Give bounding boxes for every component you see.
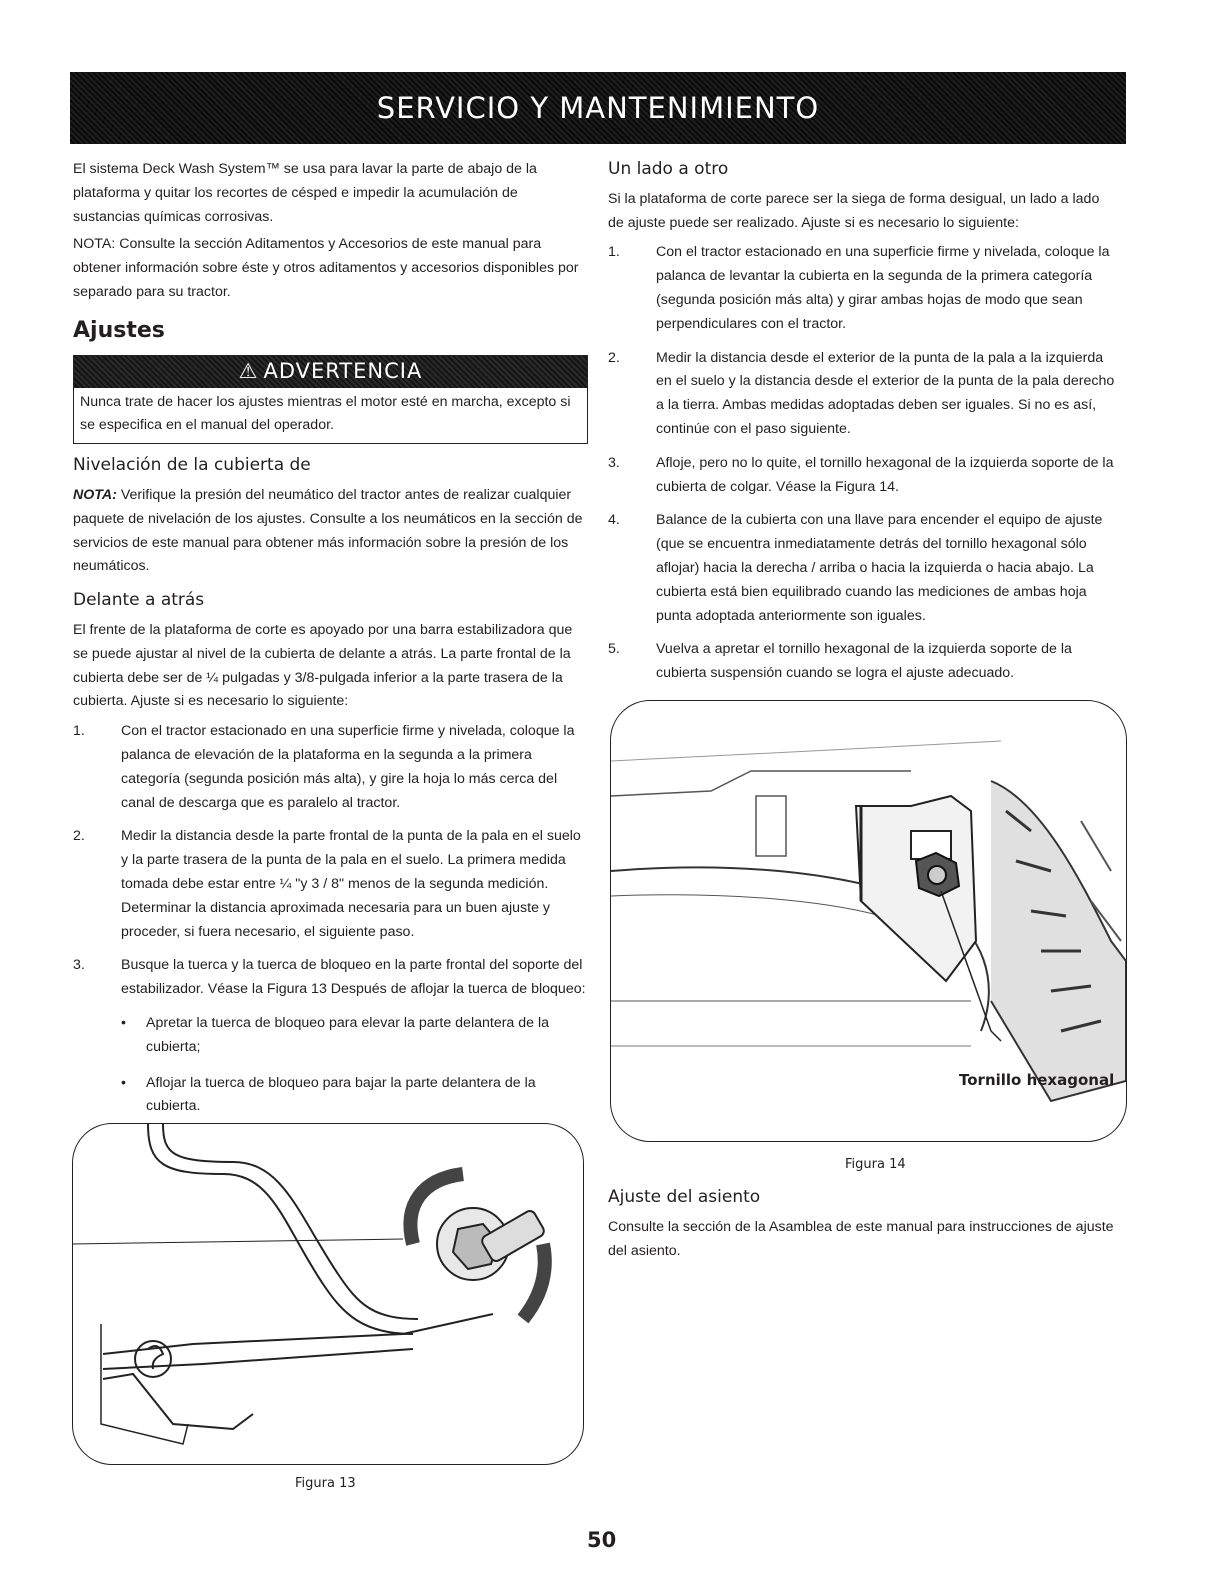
stabilizer-bar-drawing (73, 1124, 583, 1464)
step-text: Afloje, pero no lo quite, el tornillo hexagonal de la izquierda soporte de la cubierta de colgar. Véase la Figura 14. (656, 454, 1114, 495)
bullet-text: Apretar la tuerca de bloqueo para elevar la parte delantera de la cubierta; (146, 1014, 550, 1055)
list-item (73, 825, 588, 944)
list-item (608, 241, 1118, 336)
bullet-text: Aflojar la tuerca de bloqueo para bajar la parte delantera de la cubierta. (146, 1074, 536, 1115)
hex-bolt-label: Tornillo hexagonal (959, 1071, 1115, 1089)
step-number: 4. (608, 512, 620, 529)
bullet: • (121, 1014, 126, 1031)
list-item (608, 638, 1118, 686)
lado-paragraph: Si la plataforma de corte parece ser la siega de forma desigual, un lado a lado de ajuste puede ser realizado. Ajuste si es necesario lo siguiente: (608, 190, 1100, 231)
section-banner (70, 72, 1126, 144)
step-number: 2. (608, 349, 620, 366)
list-item (608, 452, 1118, 500)
step-text: Busque la tuerca y la tuerca de bloqueo en la parte frontal del soporte del estabilizador. Véase la Figura 13 Después de aflojar la tuerca de bloqueo: (121, 957, 586, 998)
lock-nut-bullets (121, 1012, 588, 1119)
right-column (608, 158, 1118, 696)
step-text: Medir la distancia desde el exterior de la punta de la pala a la izquierda en el suelo y la distancia desde el exterior de la punta de la pala derecho a la tierra. Ambas medidas adoptadas deben ser iguales. Si no es así, continúe con el paso siguiente. (656, 349, 1115, 437)
warning-title: ADVERTENCIA (263, 358, 423, 383)
step-number: 3. (608, 454, 620, 471)
step-text: Vuelva a apretar el tornillo hexagonal de la izquierda soporte de la cubierta suspensión cuando se logra el ajuste adecuado. (656, 641, 1072, 682)
side-to-side-steps (608, 241, 1118, 686)
intro-paragraph: El sistema Deck Wash System™ se usa para lavar la parte de abajo de la plataforma y quitar los recortes de césped e impedir la acumulación de sustancias químicas corrosivas. (73, 161, 537, 225)
step-text: Balance de la cubierta con una llave para encender el equipo de ajuste (que se encuentra inmediatamente detrás del tornillo hexagonal sólo aflojar) hacia la derecha / arriba o hacia la izquierda o hacia abajo. La cubierta está bien equilibrado cuando las mediciones de ambas hoja punta adoptada anteriormente son iguales. (656, 512, 1103, 624)
list-item (608, 347, 1118, 442)
step-number: 3. (73, 957, 85, 974)
warning-text: Nunca trate de hacer los ajustes mientras el motor esté en marcha, excepto si se especifica en el manual del operador. (80, 393, 571, 434)
page-title: SERVICIO Y MANTENIMIENTO (376, 91, 820, 125)
figure-13-caption: Figura 13 (295, 1476, 356, 1491)
step-number: 1. (608, 244, 620, 261)
step-text: Medir la distancia desde la parte frontal de la punta de la pala en el suelo y la parte trasera de la punta de la pala en el suelo. La primera medida tomada debe estar entre ¼ "y 3 / 8" menos de la segunda medición. Determinar la distancia aproximada necesaria para un buen ajuste y proceder, si fuera necesario, el siguiente paso. (121, 828, 581, 940)
list-item (73, 954, 588, 1002)
subheading-lado: Un lado a otro (608, 159, 729, 179)
nota-label: NOTA: (73, 486, 117, 503)
list-item (608, 509, 1118, 628)
note-paragraph: NOTA: Consulte la sección Aditamentos y Accesorios de este manual para obtener información sobre éste y otros aditamentos y accesorios disponibles por separado para su tractor. (73, 236, 579, 300)
figure-14-caption: Figura 14 (845, 1157, 906, 1172)
figure-14-hex-bolt-illustration (610, 700, 1127, 1142)
step-number: 1. (73, 723, 85, 740)
figure-13-stabilizer-illustration (72, 1123, 584, 1465)
nota-paragraph (73, 484, 588, 579)
list-item (121, 1012, 588, 1060)
section-heading-ajustes: Ajustes (73, 317, 165, 343)
bullet: • (121, 1074, 126, 1091)
left-column (73, 158, 588, 1131)
subheading-delante: Delante a atrás (73, 590, 205, 611)
page-number: 50 (587, 1528, 617, 1552)
step-number: 5. (608, 641, 620, 658)
front-rear-steps (73, 720, 588, 1002)
step-number: 2. (73, 828, 85, 845)
seat-adjust-section (608, 1186, 1118, 1267)
delante-paragraph: El frente de la plataforma de corte es apoyado por una barra estabilizadora que se puede ajustar al nivel de la cubierta de delante a atrás. La parte frontal de la cubierta debe ser de ¼ pulgadas y 3/8-pulgada inferior a la parte trasera de la cubierta. Ajuste si es necesario lo siguiente: (73, 621, 573, 710)
list-item (121, 1072, 588, 1120)
subheading-asiento: Ajuste del asiento (608, 1187, 761, 1207)
warning-triangle-icon: ⚠ (238, 359, 258, 383)
subheading-nivelacion: Nivelación de la cubierta de (73, 455, 311, 476)
step-text: Con el tractor estacionado en una superficie firme y nivelada, coloque la palanca de elevación de la plataforma en la segunda a la primera categoría (segunda posición más alta), y gire la hoja lo más cerca del canal de descarga que es paralelo al tractor. (121, 723, 575, 811)
asiento-paragraph: Consulte la sección de la Asamblea de este manual para instrucciones de ajuste del asiento. (608, 1218, 1114, 1259)
warning-header (74, 356, 587, 388)
nota-text: Verifique la presión del neumático del tractor antes de realizar cualquier paquete de nivelación de los ajustes. Consulte a los neumáticos en la sección de servicios de este manual para obtener más información sobre la presión de los neumáticos. (73, 486, 583, 575)
warning-box (73, 355, 588, 445)
step-text: Con el tractor estacionado en una superficie firme y nivelada, coloque la palanca de levantar la cubierta en la segunda de la primera categoría (segunda posición más alta) y girar ambas hojas de modo que sean perpendiculares con el tractor. (656, 244, 1110, 332)
list-item (73, 720, 588, 815)
